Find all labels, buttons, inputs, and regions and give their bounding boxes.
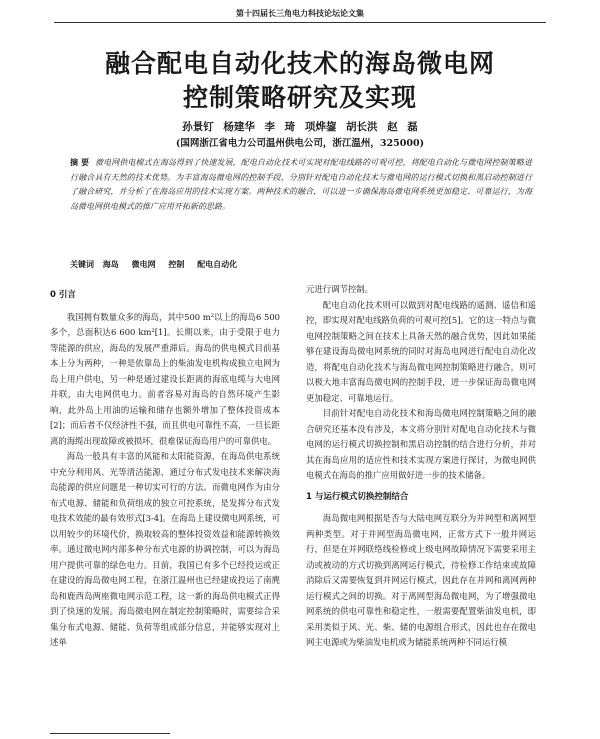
- running-header: 第十四届长三角电力科技论坛论文集: [236, 9, 364, 18]
- body-paragraph: 目前针对配电自动化技术和海岛微电网控制策略之间的融合研究还基本没有涉及，本文将分别针对配电自动化技术与微电网的运行模式切换控制和黑启动控制的结合进行分析，并对其在海岛应用的适应性和技术实现方案进行探讨，为微电网供电模式在海岛的推广应用做好进一步的技术储备。: [306, 408, 536, 480]
- abstract-text: 微电网供电模式在海岛得到了快速发展，配电自动化技术可实现对配电线路的可观可控，将配电自动化与微电网控制策略进行融合具有天然的技术优势。为丰富海岛微电网的控制手段，分别针对配电自动化技术与微电网的运行模式切换和黑启动控制进行了融合研究，并分析了在海岛应用的技术实现方案。两种技术的融合，可以进一步确保海岛微电网系统更加稳定、可靠运行，为海岛微电网供电模式的推广应用开拓新的思路。: [70, 158, 532, 211]
- left-column: [50, 282, 280, 651]
- author-list: 孙景钉 杨建华 李 琦 项烨鋆 胡长洪 赵 磊: [182, 121, 418, 133]
- section-heading-1: 1 与运行模式切换控制结合: [306, 491, 409, 502]
- body-paragraph: 海岛微电网根据是否与大陆电网互联分为并网型和离网型两种类型。对于并网型海岛微电网，正常方式下一般并网运行，但是在并网联络线检修或上级电网故障情况下需要采用主动或被动的方式切换到离网运行模式，待检修工作结束或故障消除后又需要恢复到并网运行模式，因此存在并网和离网两种运行模式之间的切换。对于离网型海岛微电网，为了增强微电网系统的供电可靠性和稳定性，一般需要配置柴油发电机，即采用类似于风、光、柴、储的电源组合形式，因此也存在微电网主电源或为柴油发电机或为储能系统两种不同运行模: [306, 513, 536, 647]
- keyword: 微电网: [131, 259, 156, 269]
- abstract: [70, 155, 532, 214]
- keywords: [70, 257, 532, 271]
- footnote-rule: [50, 733, 170, 734]
- keywords-label: 关键词: [70, 259, 94, 269]
- keyword: 控制: [168, 259, 185, 269]
- keyword: 海岛: [102, 259, 119, 269]
- title-line-2: 控制策略研究及实现: [182, 83, 417, 112]
- section-heading-intro: 0 引言: [50, 290, 76, 300]
- paper-title: [0, 47, 600, 115]
- keyword: 配电自动化: [197, 259, 238, 269]
- title-line-1: 融合配电自动化技术的海岛微电网: [104, 49, 495, 78]
- right-column: [306, 282, 536, 651]
- abstract-label: 摘 要: [70, 157, 90, 167]
- body-paragraph: 海岛一般具有丰富的风能和太阳能资源，在海岛供电系统中充分利用风、光等清洁能源，通过分布式发电技术来解决海岛能源的供应问题是一种切实可行的方法。而微电网作为由分布式电源、储能和负荷组成的独立可控系统，是发挥分布式发电技术效能的最有效形式[3-4]。在海岛上建设微电网系统，可以用较少的环境代价，换取较高的整体投资效益和能源转换效率。通过微电网内部多种分布式电源的协调控制，可以为海岛用户提供可靠的绿色电力。目前，我国已有多个已经投运或正在建设的海岛微电网工程，在浙江温州也已经建成投运了南麂岛和鹿西岛两座微电网示范工程，这一新的海岛供电模式正得到了快速的发展。海岛微电网在制定控制策略时，需要综合采集分布式电源、储能、负荷等组成部分信息，并能够实现对上述单: [50, 451, 280, 647]
- affiliation: (国网浙江省电力公司温州供电公司，浙江温州，325000): [175, 138, 425, 149]
- body-paragraph: 我国拥有数量众多的海岛，其中500 m²以上的海岛6 500多个，总面积达6 600 km²[1]。长期以来，由于受限于电力等能源的供应，海岛的发展严重滞后。海岛的供电模式目前基本上分为两种，一种是依靠岛上的柴油发电机构成独立电网为岛上用户供电，另一种是通过建设长距离的海底电缆与大电网并联，由大电网供电力。前者容易对海岛的自然环境产生影响，此外岛上用油的运输和储存也额外增加了整体投资成本[2]；而后者不仅经济性不强，而且供电可靠性不高，一旦长距离的海缆出现故障或被损坏，很难保证海岛用户的可靠供电。: [50, 311, 280, 446]
- body-paragraph: 配电自动化技术则可以做到对配电线路的遥测、遥信和遥控，即实现对配电线路负荷的可观可控[5]。它的这一特点与微电网控制策略之间在技术上具备天然的融合优势，因此如果能够在建设海岛微电网系统的同时对海岛电网进行配电自动化改造，将配电自动化技术与海岛微电网控制策略进行融合，则可以极大地丰富海岛微电网的控制手段，进一步保证海岛微电网更加稳定、可靠地运行。: [306, 299, 536, 403]
- header-rule: [54, 22, 546, 23]
- body-paragraph-continued: 元进行调节控制。: [306, 284, 373, 294]
